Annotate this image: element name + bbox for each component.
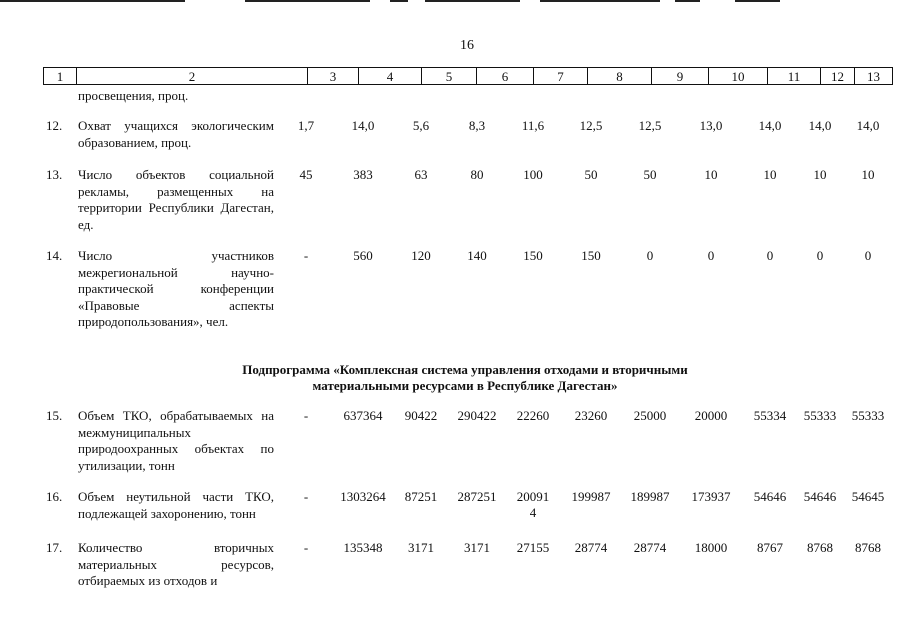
scan-artifact xyxy=(0,0,185,2)
indicator-value: 18000 xyxy=(694,540,728,555)
indicator-value: - xyxy=(303,489,309,504)
indicator-value: 8768 xyxy=(807,540,833,555)
indicator-value: 14,0 xyxy=(856,118,880,133)
column-header-table xyxy=(43,67,893,85)
scan-artifact xyxy=(390,0,408,2)
row-number: 12. xyxy=(46,118,63,133)
indicator-description: Число участников межрегиональной научно-практической конференции «Правовые аспекты природопользования», чел. xyxy=(78,248,274,329)
indicator-value: 14,0 xyxy=(351,118,375,133)
column-header: 8 xyxy=(588,68,652,85)
indicator-value: 150 xyxy=(581,248,601,263)
indicator-description: Охват учащихся экологическим образованием, проц. xyxy=(78,118,274,150)
indicator-value: 14,0 xyxy=(758,118,782,133)
indicator-value: 10 xyxy=(704,167,718,182)
indicator-value: 0 xyxy=(766,248,774,263)
continued-row-text: просвещения, проц. xyxy=(78,88,189,103)
row-number: 17. xyxy=(46,540,63,555)
indicator-value: 20091 4 xyxy=(516,489,550,520)
subprogram-heading xyxy=(150,362,780,394)
indicator-value: 22260 xyxy=(516,408,550,423)
indicator-value: 150 xyxy=(523,248,543,263)
indicator-value: 10 xyxy=(813,167,827,182)
indicator-value: 5,6 xyxy=(412,118,430,133)
indicator-value: 135348 xyxy=(343,540,383,555)
indicator-value: 50 xyxy=(643,167,657,182)
subprogram-heading-line: Подпрограмма «Комплексная система управления отходами и вторичными xyxy=(242,362,688,377)
indicator-value: 10 xyxy=(763,167,777,182)
column-header: 4 xyxy=(359,68,422,85)
indicator-value: 3171 xyxy=(464,540,490,555)
column-header: 9 xyxy=(652,68,709,85)
indicator-value: 189987 xyxy=(630,489,670,504)
indicator-value: 25000 xyxy=(633,408,667,423)
indicator-value: 54645 xyxy=(851,489,885,504)
indicator-value: 120 xyxy=(411,248,431,263)
indicator-value: 54646 xyxy=(803,489,837,504)
indicator-value: 12,5 xyxy=(638,118,662,133)
indicator-value: 63 xyxy=(414,167,428,182)
indicator-value: 8767 xyxy=(757,540,783,555)
scan-artifact xyxy=(735,0,780,2)
indicator-description: Количество вторичных материальных ресурсов, отбираемых из отходов и xyxy=(78,540,274,588)
indicator-value: 80 xyxy=(470,167,484,182)
row-number: 15. xyxy=(46,408,63,423)
indicator-value: 55334 xyxy=(753,408,787,423)
indicator-value: 11,6 xyxy=(521,118,545,133)
indicator-value: 0 xyxy=(864,248,872,263)
column-header: 13 xyxy=(855,68,893,85)
column-header: 5 xyxy=(422,68,477,85)
subprogram-heading-line: материальными ресурсами в Республике Дагестан» xyxy=(312,378,618,393)
indicator-value: - xyxy=(303,408,309,423)
row-number: 14. xyxy=(46,248,63,263)
indicator-value: 0 xyxy=(707,248,715,263)
indicator-value: 27155 xyxy=(516,540,550,555)
indicator-value: 290422 xyxy=(457,408,497,423)
scan-artifact xyxy=(675,0,700,2)
row-number: 16. xyxy=(46,489,63,504)
indicator-value: 90422 xyxy=(404,408,438,423)
scan-artifact xyxy=(245,0,370,2)
indicator-value: 383 xyxy=(353,167,373,182)
column-header: 11 xyxy=(768,68,821,85)
column-header: 2 xyxy=(77,68,308,85)
indicator-value: 173937 xyxy=(691,489,731,504)
column-header: 12 xyxy=(821,68,855,85)
column-header: 6 xyxy=(477,68,534,85)
column-header: 10 xyxy=(709,68,768,85)
indicator-value: 8,3 xyxy=(468,118,486,133)
page-number: 16 xyxy=(460,38,474,53)
column-header: 3 xyxy=(308,68,359,85)
indicator-value: 8768 xyxy=(855,540,881,555)
indicator-value: 50 xyxy=(584,167,598,182)
indicator-value: 45 xyxy=(299,167,313,182)
indicator-value: 28774 xyxy=(633,540,667,555)
indicator-value: 0 xyxy=(646,248,654,263)
indicator-value: 55333 xyxy=(803,408,837,423)
indicator-value: 54646 xyxy=(753,489,787,504)
indicator-value: 0 xyxy=(816,248,824,263)
column-header: 1 xyxy=(44,68,77,85)
indicator-value: 1303264 xyxy=(340,489,386,504)
indicator-value: 10 xyxy=(861,167,875,182)
indicator-value: - xyxy=(303,540,309,555)
column-header: 7 xyxy=(534,68,588,85)
indicator-value: 100 xyxy=(523,167,543,182)
row-number: 13. xyxy=(46,167,63,182)
indicator-value: 637364 xyxy=(343,408,383,423)
indicator-value: 23260 xyxy=(574,408,608,423)
indicator-value: 28774 xyxy=(574,540,608,555)
indicator-value: 87251 xyxy=(404,489,438,504)
indicator-description: Объем неутильной части ТКО, подлежащей захоронению, тонн xyxy=(78,489,274,521)
indicator-value: 1,7 xyxy=(297,118,315,133)
indicator-value: 13,0 xyxy=(699,118,723,133)
indicator-value: 287251 xyxy=(457,489,497,504)
indicator-value: - xyxy=(303,248,309,263)
indicator-value: 140 xyxy=(467,248,487,263)
indicator-value: 3171 xyxy=(408,540,434,555)
indicator-description: Объем ТКО, обрабатываемых на межмуниципальных природоохранных объектах по утилизации, тонн xyxy=(78,408,274,473)
indicator-value: 14,0 xyxy=(808,118,832,133)
indicator-description: Число объектов социальной рекламы, размещенных на территории Республики Дагестан, ед. xyxy=(78,167,274,232)
indicator-value: 20000 xyxy=(694,408,728,423)
indicator-value: 199987 xyxy=(571,489,611,504)
indicator-value: 55333 xyxy=(851,408,885,423)
indicator-value: 560 xyxy=(353,248,373,263)
indicator-value: 12,5 xyxy=(579,118,603,133)
scan-artifact xyxy=(425,0,520,2)
scan-artifact xyxy=(540,0,660,2)
